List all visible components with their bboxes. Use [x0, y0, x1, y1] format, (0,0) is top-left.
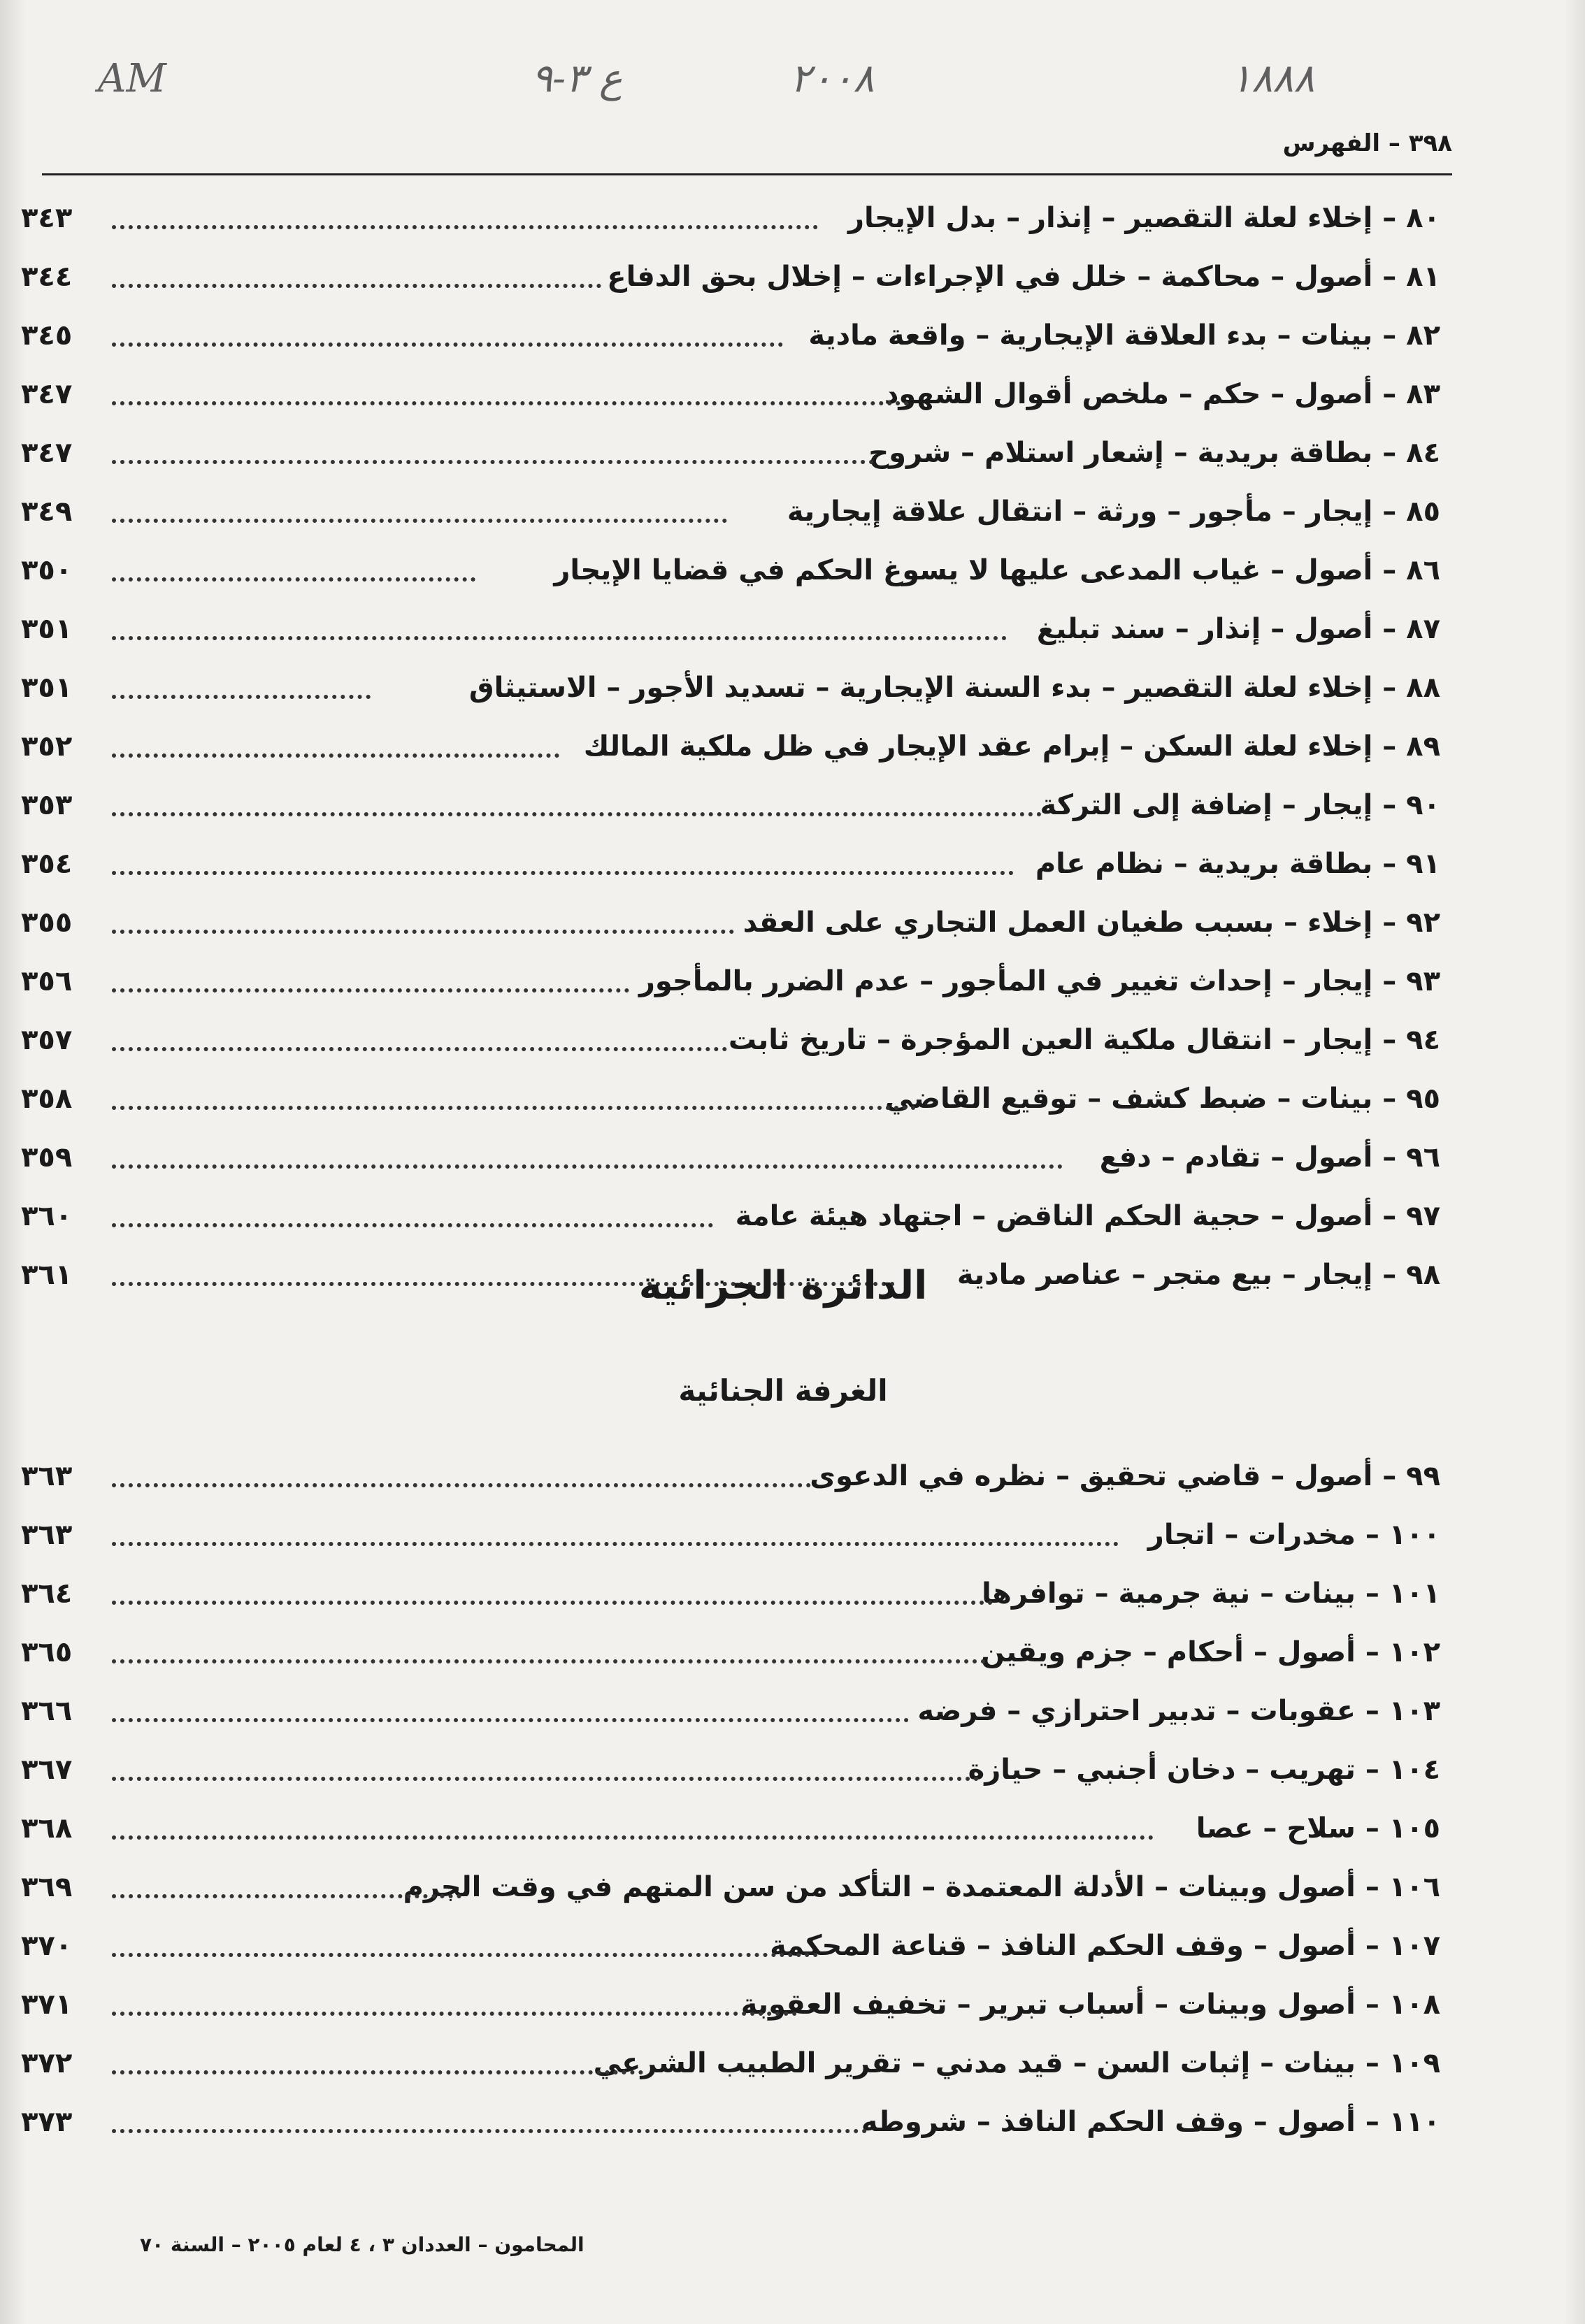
- entry-page-number: ٣٥٣: [21, 789, 73, 821]
- entry-label: ٨٥ – إيجار – مأجور – ورثة – انتقال علاقة إيجارية: [787, 496, 1440, 528]
- section-title-criminal-circuit: الدائرة الجزائية: [638, 1263, 928, 1308]
- index-entry: [21, 424, 1440, 482]
- leader-dots: [112, 397, 909, 405]
- handwritten-note: ع ٣-٩: [531, 56, 623, 101]
- index-entry: [21, 541, 1440, 600]
- entry-label: ١٠٣ – عقوبات – تدبير احترازي – فرضه: [917, 1695, 1440, 1727]
- leader-dots: [112, 1596, 993, 1605]
- index-entry: [21, 835, 1440, 893]
- leader-dots: [112, 221, 818, 229]
- index-entry: [21, 306, 1440, 365]
- entry-page-number: ٣٦٧: [21, 1754, 73, 1786]
- header-rule: [42, 173, 1452, 175]
- entry-label: ٨١ – أصول – محاكمة – خلل في الإجراءات – إخلال بحق الدفاع: [607, 261, 1440, 293]
- page-footer: المحامون – العددان ٣ ، ٤ لعام ٢٠٠٥ – السنة ٧٠: [140, 2233, 584, 2256]
- index-entry: [21, 365, 1440, 424]
- entry-label: ١١٠ – أصول – وقف الحكم النافذ – شروطه: [861, 2106, 1440, 2138]
- index-entry: [21, 658, 1440, 717]
- entry-label: ٨٩ – إخلاء لعلة السكن – إبرام عقد الإيجار في ظل ملكية المالك: [583, 730, 1440, 763]
- leader-dots: [112, 1890, 461, 1898]
- entry-page-number: ٣٧٠: [21, 1930, 73, 1962]
- entry-page-number: ٣٥١: [21, 613, 73, 645]
- leader-dots: [112, 2066, 643, 2074]
- entry-label: ٩٨ – إيجار – بيع متجر – عناصر مادية: [956, 1259, 1440, 1291]
- entry-label: ١٠٤ – تهريب – دخان أجنبي – حيازة: [968, 1754, 1440, 1786]
- subsection-title-criminal-chamber: الغرفة الجنائية: [678, 1373, 888, 1408]
- entry-page-number: ٣٥٩: [21, 1141, 73, 1174]
- index-entry: [21, 1917, 1440, 1975]
- leader-dots: [112, 1479, 811, 1487]
- leader-dots: [112, 1219, 713, 1227]
- handwritten-note: ٢٠٠٨: [790, 56, 875, 101]
- leader-dots: [112, 749, 559, 758]
- entry-label: ٩٧ – أصول – حجية الحكم الناقض – اجتهاد هيئة عامة: [735, 1200, 1440, 1232]
- entry-label: ٩٦ – أصول – تقادم – دفع: [1099, 1141, 1440, 1174]
- leader-dots: [112, 2125, 867, 2133]
- header-page-number: ٣٩٨: [1408, 129, 1452, 157]
- leader-dots: [112, 514, 727, 523]
- entry-page-number: ٣٥٦: [21, 965, 73, 997]
- entry-page-number: ٣٤٤: [21, 261, 73, 293]
- index-entry: [21, 1011, 1440, 1069]
- entry-label: ٩٠ – إيجار – إضافة إلى التركة: [1040, 789, 1440, 821]
- entry-label: ٨٤ – بطاقة بريدية – إشعار استلام – شروح: [868, 437, 1440, 469]
- index-entry: [21, 189, 1440, 247]
- leader-dots: [112, 1773, 979, 1781]
- index-entry: [21, 1187, 1440, 1246]
- entry-label: ٩٤ – إيجار – انتقال ملكية العين المؤجرة – تاريخ ثابت: [728, 1024, 1440, 1056]
- index-entry: [21, 600, 1440, 658]
- entry-label: ١٠٩ – بينات – إثبات السن – قيد مدني – تقرير الطبيب الشرعي: [593, 2047, 1440, 2079]
- leader-dots: [112, 573, 475, 582]
- entry-label: ١٠١ – بينات – نية جرمية – توافرها: [982, 1578, 1440, 1610]
- entry-page-number: ٣٦٨: [21, 1812, 73, 1845]
- leader-dots: [112, 2007, 797, 2016]
- index-entry: [21, 893, 1440, 952]
- index-entry: [21, 1069, 1440, 1128]
- entry-label: ١٠٢ – أصول – أحكام – جزم ويقين: [980, 1636, 1440, 1668]
- entry-page-number: ٣٥٤: [21, 848, 73, 880]
- index-entry: [21, 1623, 1440, 1682]
- entry-page-number: ٣٧٢: [21, 2047, 73, 2079]
- index-entry: [21, 2093, 1440, 2151]
- index-entry: [21, 1682, 1440, 1740]
- leader-dots: [112, 984, 629, 993]
- index-entry: [21, 482, 1440, 541]
- index-entry: [21, 1799, 1440, 1858]
- entry-label: ٩١ – بطاقة بريدية – نظام عام: [1035, 848, 1440, 880]
- entry-page-number: ٣٤٩: [21, 496, 73, 528]
- index-entry: [21, 247, 1440, 306]
- index-entry: [21, 2034, 1440, 2093]
- entry-label: ٩٥ – بينات – ضبط كشف – توقيع القاضي: [884, 1083, 1440, 1115]
- header-title: الفهرس: [1282, 129, 1381, 157]
- entry-page-number: ٣٦٣: [21, 1519, 73, 1551]
- entry-page-number: ٣٤٧: [21, 437, 73, 469]
- leader-dots: [112, 338, 783, 347]
- entry-label: ١٠٠ – مخدرات – اتجار: [1147, 1519, 1440, 1551]
- index-entry: [21, 776, 1440, 835]
- entry-page-number: ٣٥٧: [21, 1024, 73, 1056]
- entry-page-number: ٣٦٤: [21, 1578, 73, 1610]
- entry-page-number: ٣٧١: [21, 1989, 73, 2021]
- index-entry: [21, 952, 1440, 1011]
- leader-dots: [112, 808, 1042, 816]
- entry-page-number: ٣٧٣: [21, 2106, 73, 2138]
- leader-dots: [112, 1043, 727, 1051]
- entry-page-number: ٣٦٥: [21, 1636, 73, 1668]
- entry-label: ٨٠ – إخلاء لعلة التقصير – إنذار – بدل الإيجار: [848, 202, 1440, 234]
- entry-page-number: ٣٦٩: [21, 1871, 73, 1903]
- leader-dots: [112, 1102, 916, 1110]
- header-dash: –: [1388, 129, 1400, 157]
- entry-page-number: ٣٥٠: [21, 554, 73, 586]
- leader-dots: [112, 280, 601, 288]
- leader-dots: [112, 1160, 1063, 1169]
- index-entry: [21, 1740, 1440, 1799]
- entry-label: ٨٨ – إخلاء لعلة التقصير – بدء السنة الإيجارية – تسديد الأجور – الاستيثاق: [468, 672, 1440, 704]
- entry-page-number: ٣٤٧: [21, 378, 73, 410]
- entry-label: ٩٩ – أصول – قاضي تحقيق – نظره في الدعوى: [810, 1460, 1440, 1492]
- entry-label: ١٠٨ – أصول وبينات – أسباب تبرير – تخفيف العقوبة: [740, 1989, 1440, 2021]
- entry-page-number: ٣٥١: [21, 672, 73, 704]
- entry-page-number: ٣٦١: [21, 1259, 73, 1291]
- leader-dots: [112, 1949, 818, 1957]
- entry-label: ٨٣ – أصول – حكم – ملخص أقوال الشهود: [884, 378, 1440, 410]
- entry-label: ١٠٧ – أصول – وقف الحكم النافذ – قناعة المحكمة: [770, 1930, 1440, 1962]
- entry-page-number: ٣٥٢: [21, 730, 73, 763]
- leader-dots: [112, 925, 734, 934]
- entry-label: ١٠٦ – أصول وبينات – الأدلة المعتمدة – التأكد من سن المتهم في وقت الجرم: [403, 1871, 1440, 1903]
- index-entry: [21, 1506, 1440, 1564]
- entry-label: ٩٢ – إخلاء – بسبب طغيان العمل التجاري على العقد: [743, 907, 1440, 939]
- entry-label: ١٠٥ – سلاح – عصا: [1196, 1812, 1440, 1845]
- leader-dots: [112, 1538, 1119, 1546]
- index-entry: [21, 1858, 1440, 1917]
- index-entry: [21, 1447, 1440, 1506]
- entry-label: ٨٧ – أصول – إنذار – سند تبليغ: [1036, 613, 1440, 645]
- entry-label: ٩٣ – إيجار – إحداث تغيير في المأجور – عدم الضرر بالمأجور: [638, 965, 1440, 997]
- page-right-edge: [1564, 0, 1585, 2324]
- handwritten-note: AM: [98, 56, 166, 101]
- leader-dots: [112, 456, 874, 464]
- leader-dots: [112, 867, 1014, 875]
- index-entry: [21, 1128, 1440, 1187]
- index-entry: [21, 1564, 1440, 1623]
- entry-page-number: ٣٦٠: [21, 1200, 73, 1232]
- entry-page-number: ٣٦٣: [21, 1460, 73, 1492]
- leader-dots: [112, 1714, 909, 1722]
- index-entry: [21, 1975, 1440, 2034]
- entry-label: ٨٢ – بينات – بدء العلاقة الإيجارية – واقعة مادية: [808, 319, 1440, 352]
- entry-page-number: ٣٥٥: [21, 907, 73, 939]
- entry-page-number: ٣٤٥: [21, 319, 73, 352]
- entry-page-number: ٣٦٦: [21, 1695, 73, 1727]
- running-header: [1283, 129, 1452, 157]
- index-entry: [21, 717, 1440, 776]
- entry-page-number: ٣٥٨: [21, 1083, 73, 1115]
- entry-page-number: ٣٤٣: [21, 202, 73, 234]
- leader-dots: [112, 1831, 1154, 1840]
- entry-label: ٨٦ – أصول – غياب المدعى عليها لا يسوغ الحكم في قضايا الإيجار: [554, 554, 1440, 586]
- leader-dots: [112, 632, 1007, 640]
- leader-dots: [112, 691, 371, 699]
- leader-dots: [112, 1655, 986, 1663]
- handwritten-note: ١٨٨٨: [1231, 56, 1315, 101]
